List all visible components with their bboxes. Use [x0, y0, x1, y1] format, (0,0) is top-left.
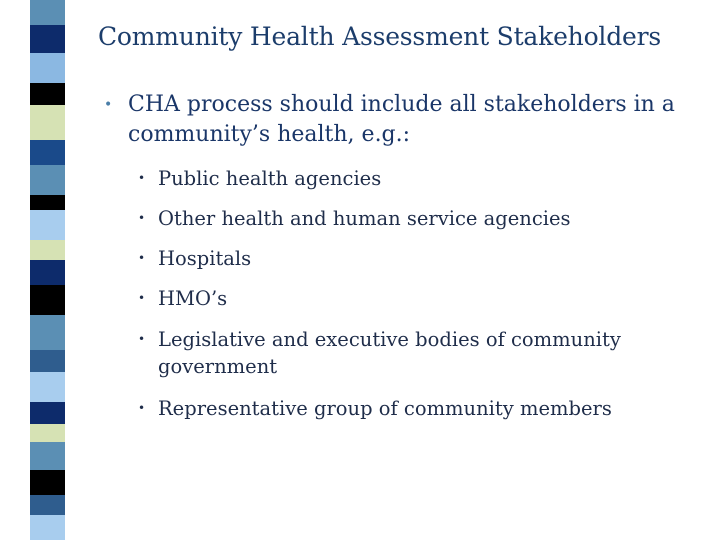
sub-bullet-text: Other health and human service agencies	[158, 207, 571, 230]
stripe-block	[30, 470, 65, 495]
stripe-block	[30, 195, 65, 210]
sub-bullet	[138, 326, 678, 380]
sub-bullet	[138, 245, 678, 272]
stripe-divider	[66, 0, 68, 540]
stripe-block	[30, 240, 65, 260]
bullet-dot: •	[104, 97, 113, 113]
sub-bullet-text: Representative group of community members	[158, 397, 612, 420]
bullet-dot: •	[138, 251, 146, 265]
stripe-block	[30, 402, 65, 424]
stripe-block	[30, 495, 65, 515]
sub-bullet	[138, 395, 678, 422]
stripe-block	[30, 165, 65, 195]
sub-bullet	[138, 285, 678, 312]
stripe-block	[30, 25, 65, 53]
bullet-dot: •	[138, 211, 146, 225]
slide-title: Community Health Assessment Stakeholders	[98, 22, 662, 51]
main-bullet-text: CHA process should include all stakeholders in a community’s health, e.g.:	[128, 92, 675, 147]
sub-bullet	[138, 205, 678, 232]
stripe-block	[30, 105, 65, 140]
stripe-block	[30, 53, 65, 83]
decorative-stripe	[0, 0, 72, 540]
sub-bullet-text: HMO’s	[158, 287, 228, 310]
stripe-block	[30, 0, 65, 25]
sub-bullet	[138, 165, 678, 192]
stripe-block	[30, 140, 65, 165]
stripe-block	[30, 315, 65, 350]
bullet-dot: •	[138, 332, 146, 346]
stripe-block	[30, 515, 65, 540]
bullet-dot: •	[138, 291, 146, 305]
stripe-block	[30, 424, 65, 442]
sub-bullet-text: Legislative and executive bodies of community government	[158, 328, 621, 378]
stripe-block	[30, 83, 65, 105]
stripe-block	[30, 260, 65, 285]
stripe-block	[30, 210, 65, 240]
stripe-block	[30, 285, 65, 315]
sub-bullet-text: Hospitals	[158, 247, 252, 270]
stripe-block	[30, 372, 65, 402]
bullet-dot: •	[138, 171, 146, 185]
stripe-block	[30, 350, 65, 372]
stripe-block	[30, 442, 65, 470]
main-bullet	[104, 90, 698, 150]
bullet-dot: •	[138, 401, 146, 415]
sub-bullet-text: Public health agencies	[158, 167, 382, 190]
